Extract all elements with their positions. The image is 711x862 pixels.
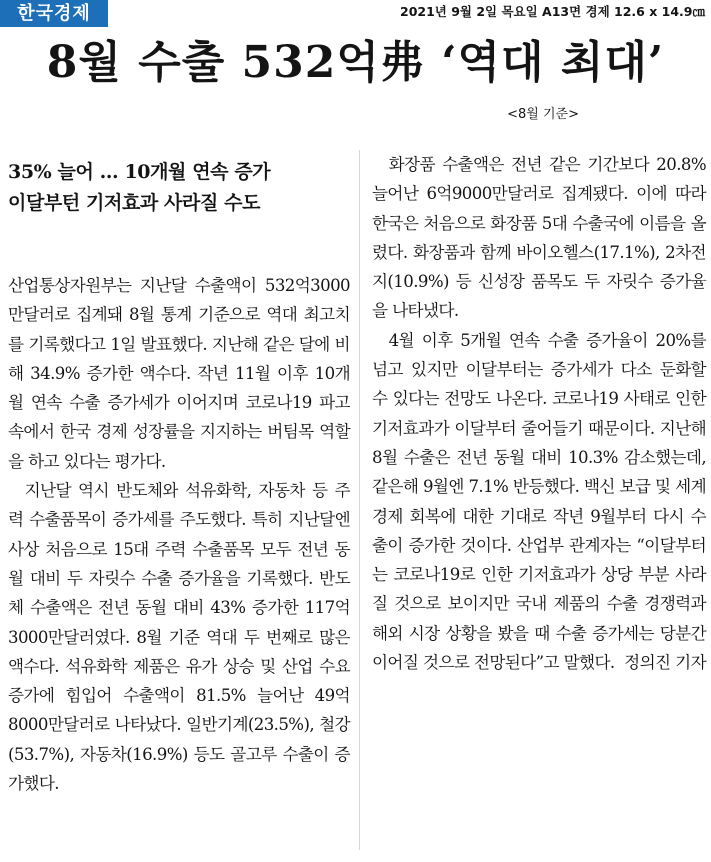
- subheadline-line-2: 이달부턴 기저효과 사라질 수도: [8, 192, 261, 214]
- article-column-left: [8, 150, 350, 798]
- column-divider: [359, 150, 360, 850]
- subheadline-line-1: 35% 늘어 … 10개월 연속 증가: [8, 161, 271, 183]
- article-paragraph-3: 화장품 수출액은 전년 같은 기간보다 20.8% 늘어난 6억9000만달러로 집계됐다. 이에 따라 한국은 처음으로 화장품 5대 수출국에 이름을 올렸다. 화장품과 함께 바이오헬스(17.1%), 2차전지(10.9%) 등 신성장 품목도 두 자릿수 증가율을 나타냈다.: [372, 155, 706, 321]
- byline: 정의진 기자: [624, 653, 706, 673]
- publication-info: 2021년 9월 2일 목요일 A13면 경제 12.6 x 14.9㎝: [400, 4, 705, 19]
- subheadline: [8, 157, 350, 219]
- article-paragraph-4: 4월 이후 5개월 연속 수출 증가율이 20%를 넘고 있지만 이달부터는 증가세가 다소 둔화할 수 있다는 전망도 나온다. 코로나19 사태로 인한 기저효과가 이달부터 줄어들기 때문이다. 지난해 8월 수출은 전년 동월 대비 10.3% 감소했는데, 같은해 9월엔 7.1% 반등했다. 백신 보급 및 세계 경제 회복에 대한 기대로 작년 9월부터 다시 수출이 증가한 것이다. 산업부 관계자는 “이달부터는 코로나19로 인한 기저효과가 상당 부분 사라질 것으로 보이지만 국내 제품의 수출 경쟁력과 해외 시장 상황을 봤을 때 수출 증가세는 당분간 이어질 것으로 전망된다”고 말했다.: [372, 330, 706, 673]
- article-column-right: [372, 150, 706, 677]
- headline: 8월 수출 532억弗 ‘역대 최대’: [46, 37, 665, 88]
- newspaper-logo: 한국경제: [0, 0, 108, 27]
- headline-note: <8월 기준>: [507, 107, 579, 122]
- article-paragraph-2: 지난달 역시 반도체와 석유화학, 자동차 등 주력 수출품목이 증가세를 주도했다. 특히 지난달엔 사상 처음으로 15대 주력 수출품목 모두 전년 동월 대비 두 자릿수 수출 증가율을 기록했다. 반도체 수출액은 전년 동월 대비 43% 증가한 117억3000만달러였다. 8월 기준 역대 두 번째로 많은 액수다. 석유화학 제품은 유가 상승 및 산업 수요 증가에 힘입어 수출액이 81.5% 늘어난 49억8000만달러로 나타났다. 일반기계(23.5%), 철강(53.7%), 자동차(16.9%) 등도 골고루 수출이 증가했다.: [8, 481, 350, 794]
- article-paragraph-1: 산업통상자원부는 지난달 수출액이 532억3000만달러로 집계돼 8월 통계 기준으로 역대 최고치를 기록했다고 1일 발표했다. 지난해 같은 달에 비해 34.9% 증가한 액수다. 작년 11월 이후 10개월 연속 수출 증가세가 이어지며 코로나19 파고 속에서 한국 경제 성장률을 지지하는 버팀목 역할을 하고 있다는 평가다.: [8, 276, 350, 471]
